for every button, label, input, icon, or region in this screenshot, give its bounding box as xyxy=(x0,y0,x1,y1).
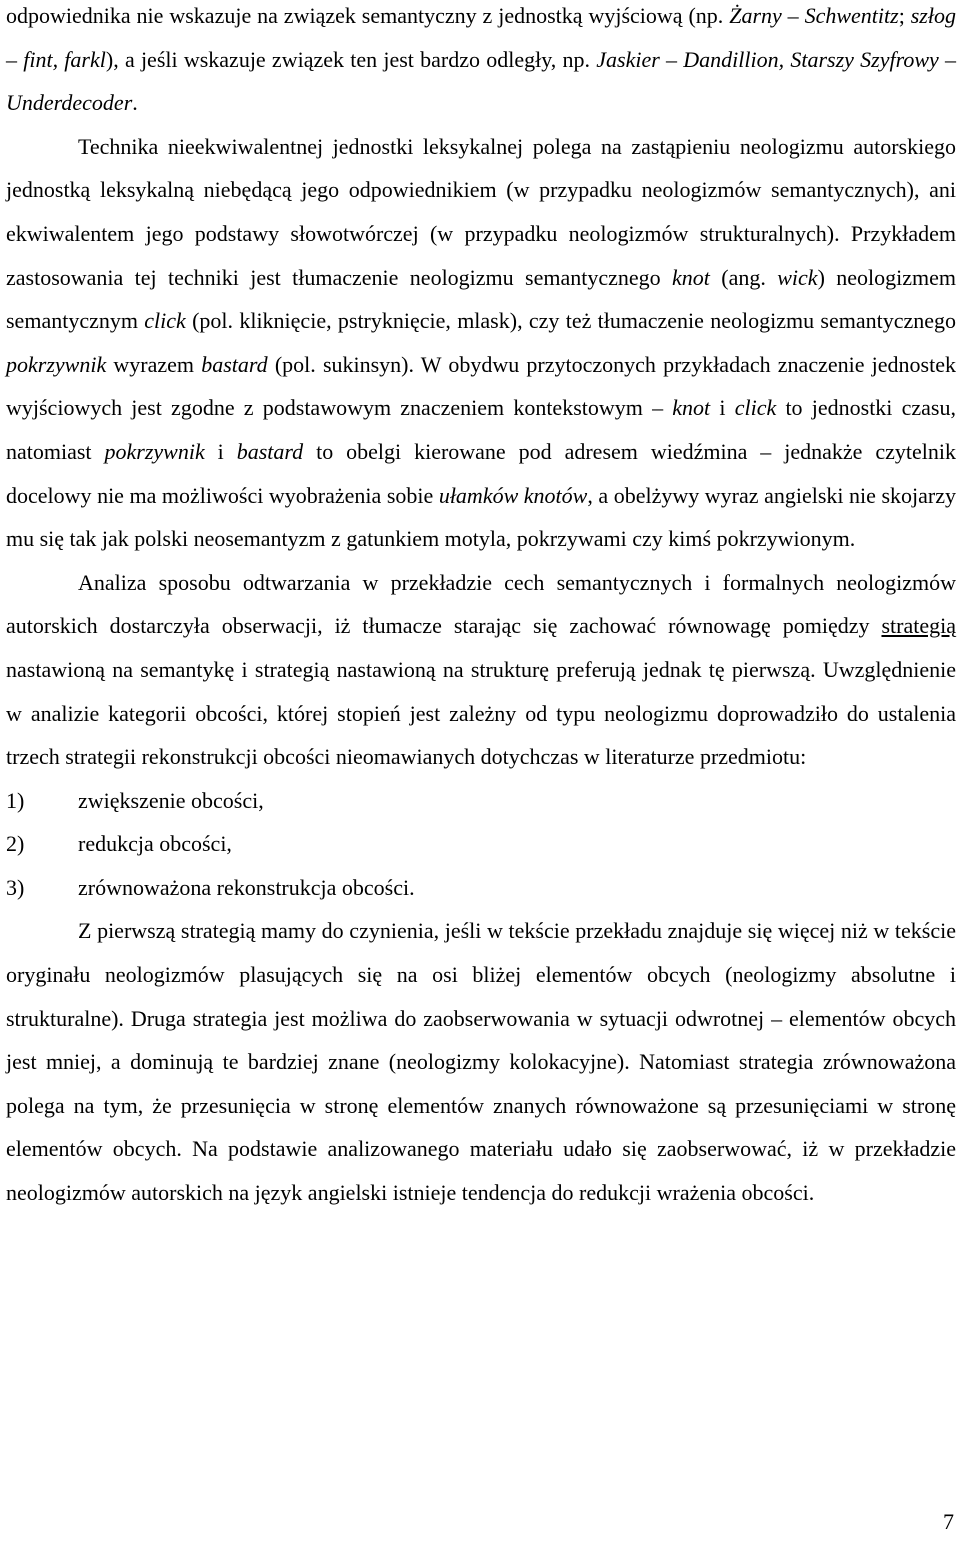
text-run: (pol. kliknięcie, pstryknięcie, mlask), czy też tłumaczenie neologizmu semantycznego xyxy=(185,308,956,334)
paragraph-technique xyxy=(6,125,956,561)
italic-term: szłog – fint, farkl xyxy=(6,3,956,72)
paragraph-strategies xyxy=(6,909,956,1214)
paragraph-analysis xyxy=(6,561,956,779)
text-run: ), a jeśli wskazuje związek ten jest bardzo odległy, np. xyxy=(105,46,597,72)
text-run: to jednostki czasu, natomiast xyxy=(6,395,956,464)
italic-term: pokrzywnik xyxy=(104,438,205,464)
italic-term: Żarny – Schwentitz xyxy=(729,3,899,28)
list-item xyxy=(6,822,956,866)
text-run: i xyxy=(710,395,735,421)
list-item-number: 1) xyxy=(6,787,25,813)
page-number: 7 xyxy=(943,1509,954,1534)
list-item-number: 2) xyxy=(6,831,25,857)
list-item xyxy=(6,866,956,910)
list-item-text: zwiększenie obcości, xyxy=(78,787,264,813)
italic-term: knot xyxy=(672,264,710,290)
list-item-text: zrównoważona rekonstrukcja obcości. xyxy=(78,874,415,900)
text-run: . xyxy=(132,90,138,116)
italic-term: pokrzywnik xyxy=(6,351,107,377)
italic-term: click xyxy=(734,395,777,421)
text-run: to obelgi kierowane pod adresem wiedźmina – jednakże czytelnik docelowy nie ma możliwości wyobrażenia sobie xyxy=(6,438,956,508)
italic-term: bastard xyxy=(201,351,268,377)
text-run: wyrazem xyxy=(106,351,202,377)
list-item xyxy=(6,779,956,823)
italic-term: Jaskier – Dandillion, Starszy Szyfrowy – Underdecoder xyxy=(6,46,957,116)
text-run: , a obelżywy wyraz angielski nie skojarzy mu się tak jak polski neosemantyzm z gatunkiem motyla, pokrzywami czy kimś pokrzywionym. xyxy=(6,482,956,552)
italic-term: bastard xyxy=(236,438,304,464)
text-run: (ang. xyxy=(709,264,778,290)
text-run: nastawioną na semantykę i strategią nastawioną na strukturę preferują jednak tę pierwszą. Uwzględnienie w analizie kategorii obcości, której stopień jest zależny od typu neologizmu doprowadziło do ustalenia trzech strategii rekonstrukcji obcości nieomawianych dotychczas w literaturze przedmiotu: xyxy=(6,656,956,770)
list-item-number: 3) xyxy=(6,874,25,900)
underlined-term: strategią xyxy=(881,613,956,639)
italic-term: click xyxy=(144,308,186,334)
text-run: Z pierwszą strategią mamy do czynienia, jeśli w tekście przekładu znajduje się więcej niż w tekście oryginału neologizmów plasujących się na osi bliżej elementów obcych (neologizmy absolutne i strukturalne). Druga strategia jest możliwa do zaobserwowania w sytuacji odwrotnej – elementów obcych jest mniej, a dominują te bardziej znane (neologizmy kolokacyjne). Natomiast strategia zrównoważona polega na tym, że przesunięcia w stronę elementów znanych równoważone są przesunięciami w stronę elementów obcych. Na podstawie analizowanego materiału udało się zaobserwować, iż w przekładzie neologizmów autorskich na język angielski istnieje tendencja do redukcji wrażenia obcości. xyxy=(6,918,956,1206)
text-run: ; xyxy=(898,3,911,28)
paragraph-continuation xyxy=(6,0,956,125)
strategy-list xyxy=(6,779,956,910)
text-run: i xyxy=(204,438,237,464)
text-run: odpowiednika nie wskazuje na związek semantyczny z jednostką wyjściową (np. xyxy=(6,3,730,28)
list-item-text: redukcja obcości, xyxy=(78,831,232,857)
text-run: Analiza sposobu odtwarzania w przekładzie cech semantycznych i formalnych neologizmów autorskich dostarczyła obserwacji, iż tłumacze starając się zachować równowagę pomiędzy xyxy=(6,569,956,639)
italic-term: ułamków knotów xyxy=(438,482,588,508)
text-run: ) neologizmem semantycznym xyxy=(6,264,956,334)
text-run: Technika nieekwiwalentnej jednostki leksykalnej polega na zastąpieniu neologizmu autorskiego jednostką leksykalną niebędącą jego odpowiednikiem (w przypadku neologizmów semantycznych), ani ekwiwalentem jego podstawy słowotwórczej (w przypadku neologizmów strukturalnych). Przykładem zastosowania tej techniki jest tłumaczenie neologizmu semantycznego xyxy=(6,133,956,290)
italic-term: knot xyxy=(672,395,711,421)
document-page xyxy=(6,0,956,1215)
italic-term: wick xyxy=(777,264,818,290)
text-run: (pol. sukinsyn). W obydwu przytoczonych przykładach znaczenie jednostek wyjściowych jest zgodne z podstawowym znaczeniem kontekstowym – xyxy=(6,351,956,421)
